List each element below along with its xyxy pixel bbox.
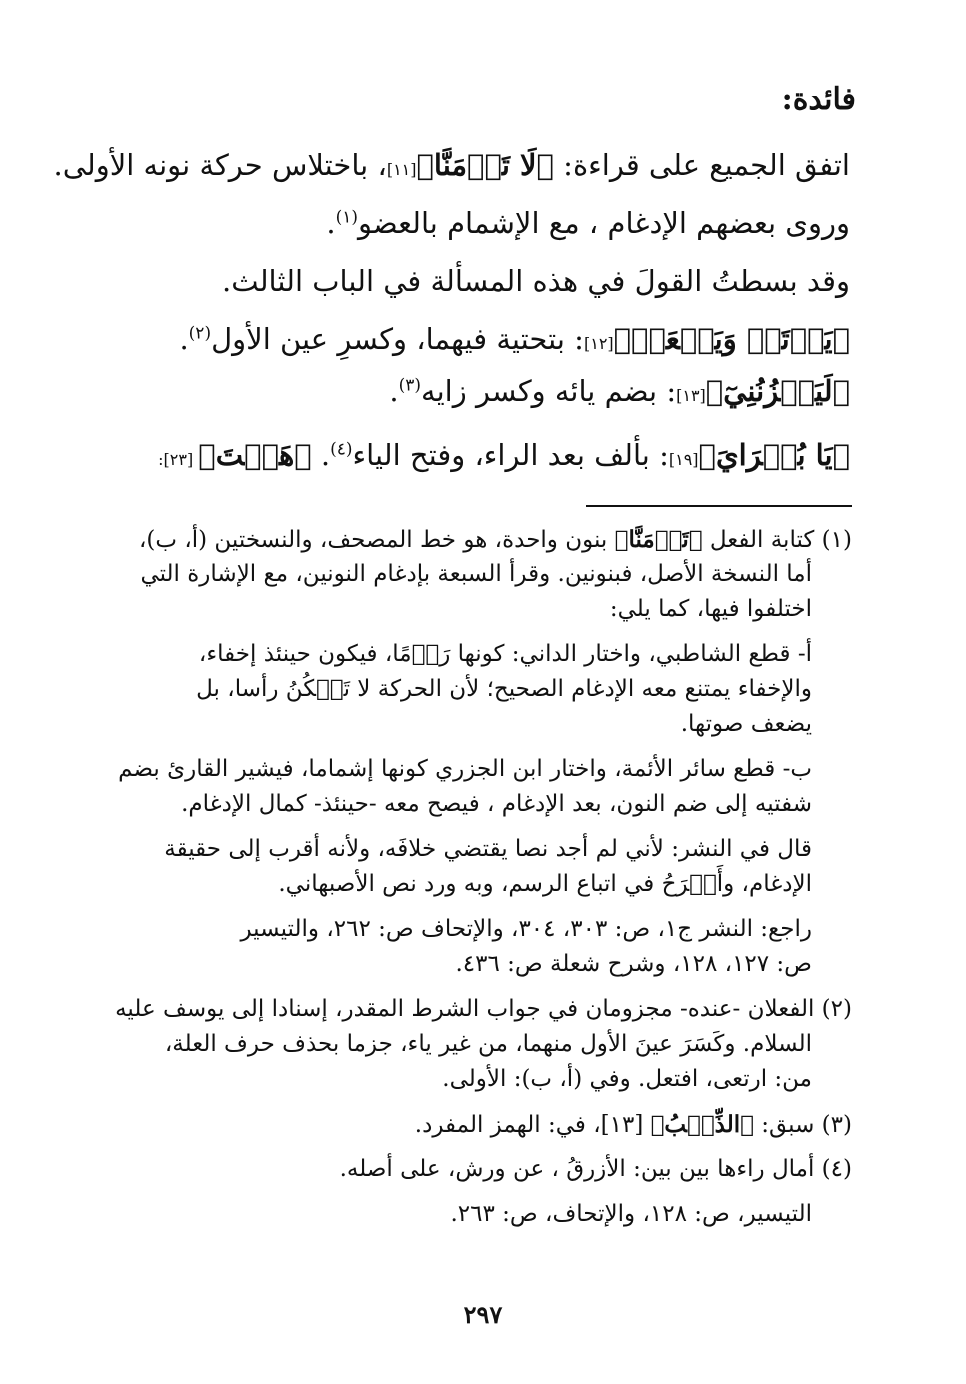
- verse-number: [١١]: [386, 160, 417, 179]
- footnote-line: أما النسخة الأصل، فبنونين. وقرأ السبعة بإدغام النونين، مع الإشارة التي: [140, 561, 812, 587]
- footnote-separator: [586, 505, 852, 507]
- text-segment: وقد بسطتُ القولَ في هذه المسألة في الباب الثالث.: [222, 264, 850, 298]
- footnote-line: ب- قطع سائر الأئمة، واختار ابن الجزري كونها إشماما، فيشير القارئ بضم: [118, 756, 812, 782]
- footnote-paragraph-a: [132, 637, 852, 742]
- footnote-line: التيسير، ص: ١٢٨، والإتحاف، ص: ٢٦٣.: [450, 1201, 812, 1227]
- footnote-paragraph-d: [132, 912, 852, 982]
- main-line-1: [53, 136, 850, 194]
- footnote-line: اختلفوا فيها، كما يلي:: [609, 596, 812, 622]
- text-segment: ، باختلاس حركة نونه الأولى.: [53, 148, 387, 182]
- footnote-line: أ- قطع الشاطبي، واختار الداني: كونها رَوۡمًا، فيكون حينئذ إخفاء،: [198, 641, 812, 667]
- text-segment: : بألف بعد الراء، وفتح الياء: [352, 438, 669, 472]
- text-segment: : بتحتية فيهما، وكسرِ عين الأول: [211, 322, 584, 356]
- footnote-number: (١): [814, 527, 852, 553]
- footnotes: [115, 514, 852, 1232]
- footnote-line: (٤) أمال راءها بين بين: الأزرقُ ، عن ورش، على أصله.: [339, 1156, 852, 1182]
- footnote-line: راجع: النشر ج١، ص: ٣٠٣، ٣٠٤، والإتحاف ص: ٢٦٢، والتيسير: [240, 916, 812, 942]
- footnote-number: (٣): [814, 1112, 852, 1138]
- footnote-line: السلام. وكَسَرَ عينَ الأول منهما، من غير ياء، جزما بحذف حرف العلة،: [164, 1031, 812, 1057]
- page-number: ٢٩٧: [463, 1300, 503, 1329]
- footnote-line: شفتيه إلى ضم النون، بعد الإدغام ، فيصح معه -حينئذ- كمال الإدغام.: [181, 791, 812, 817]
- text-segment: اتفق الجميع على قراءة:: [553, 148, 850, 182]
- text-segment: .: [326, 206, 336, 240]
- quran-word: ﴿تَأۡمَنَّا﴾: [614, 526, 703, 553]
- verse-number: [١٩]: [668, 450, 699, 469]
- verse-number: [١٣]: [676, 386, 706, 405]
- text-segment: بنون واحدة، هو خط المصحف، والنسختين (أ، ب)،: [138, 527, 615, 553]
- footnote-3: [132, 1107, 852, 1142]
- footnote-1: [118, 522, 852, 982]
- verse-number: [١٢]: [583, 334, 614, 353]
- footnote-paragraph-c: [132, 832, 852, 902]
- text-segment: كتابة الفعل: [702, 527, 815, 553]
- footnote-2: [115, 992, 852, 1097]
- section-heading: فائدة:: [781, 82, 856, 117]
- footnote-ref: (٢): [188, 323, 212, 344]
- quran-word: ﴿لَيَحۡزُنُنِيٓ﴾: [705, 374, 850, 408]
- footnote-line: ص: ١٢٧، ١٢٨، وشرح شعلة ص: ٤٣٦.: [455, 951, 812, 977]
- verse-number: [٢٣]:: [158, 450, 199, 469]
- footnote-line: والإخفاء يمتنع معه الإدغام الصحيح؛ لأن الحركة لا تَسۡكُنُ رأسا، بل: [196, 676, 812, 702]
- text-segment: [١٣]، في: الهمز المفرد.: [414, 1112, 651, 1138]
- footnote-line: يضعف صوتها.: [680, 711, 812, 737]
- main-line-4: [135, 310, 850, 368]
- footnote-line: من: ارتعى، افتعل. وفي (أ، ب): الأولى.: [442, 1066, 812, 1092]
- main-line-3: [135, 252, 850, 310]
- footnote-line: الإدغام، وأَصۡرَحُ في اتباع الرسم، وبه ورد نص الأصبهاني.: [278, 871, 812, 897]
- text-segment: : بضم يائه وكسر زايه: [421, 374, 677, 408]
- quran-word: ﴿لَا تَأۡمَنَّا﴾: [416, 148, 554, 182]
- footnote-ref: (٣): [398, 375, 422, 396]
- quran-word: ﴿يَرۡتَعۡ وَيَلۡعَبۡ﴾: [613, 322, 850, 356]
- main-line-5: [135, 368, 850, 414]
- footnote-4: [132, 1152, 852, 1232]
- text-segment: .: [179, 322, 189, 356]
- footnote-line: [132, 522, 852, 557]
- quran-word: ﴿الذِّئۡبُ﴾: [650, 1111, 754, 1138]
- footnote-ref: (١): [335, 207, 358, 228]
- text-segment: .: [389, 374, 399, 408]
- main-text: [53, 136, 850, 484]
- quran-word: ﴿هَيۡتَ﴾: [198, 438, 312, 472]
- footnote-line: [132, 1107, 852, 1142]
- footnote-line: قال في النشر: لأني لم أجد نصا يقتضي خلافَه، ولأنه أقرب إلى حقيقة: [164, 836, 812, 862]
- main-line-2: [135, 194, 850, 252]
- text-segment: وروى بعضهم الإدغام ، مع الإشمام بالعضو: [357, 206, 850, 240]
- footnote-ref: (٤): [330, 439, 353, 460]
- footnote-paragraph-b: [118, 752, 852, 822]
- text-segment: سبق:: [753, 1112, 815, 1138]
- text-segment: .: [311, 438, 331, 472]
- footnote-line: (٢) الفعلان -عنده- مجزومان في جواب الشرط المقدر، إسنادا إلى يوسف عليه: [115, 996, 852, 1022]
- quran-word: ﴿يَا بُشۡرَايَ﴾: [698, 438, 850, 472]
- main-line-6: [135, 426, 850, 484]
